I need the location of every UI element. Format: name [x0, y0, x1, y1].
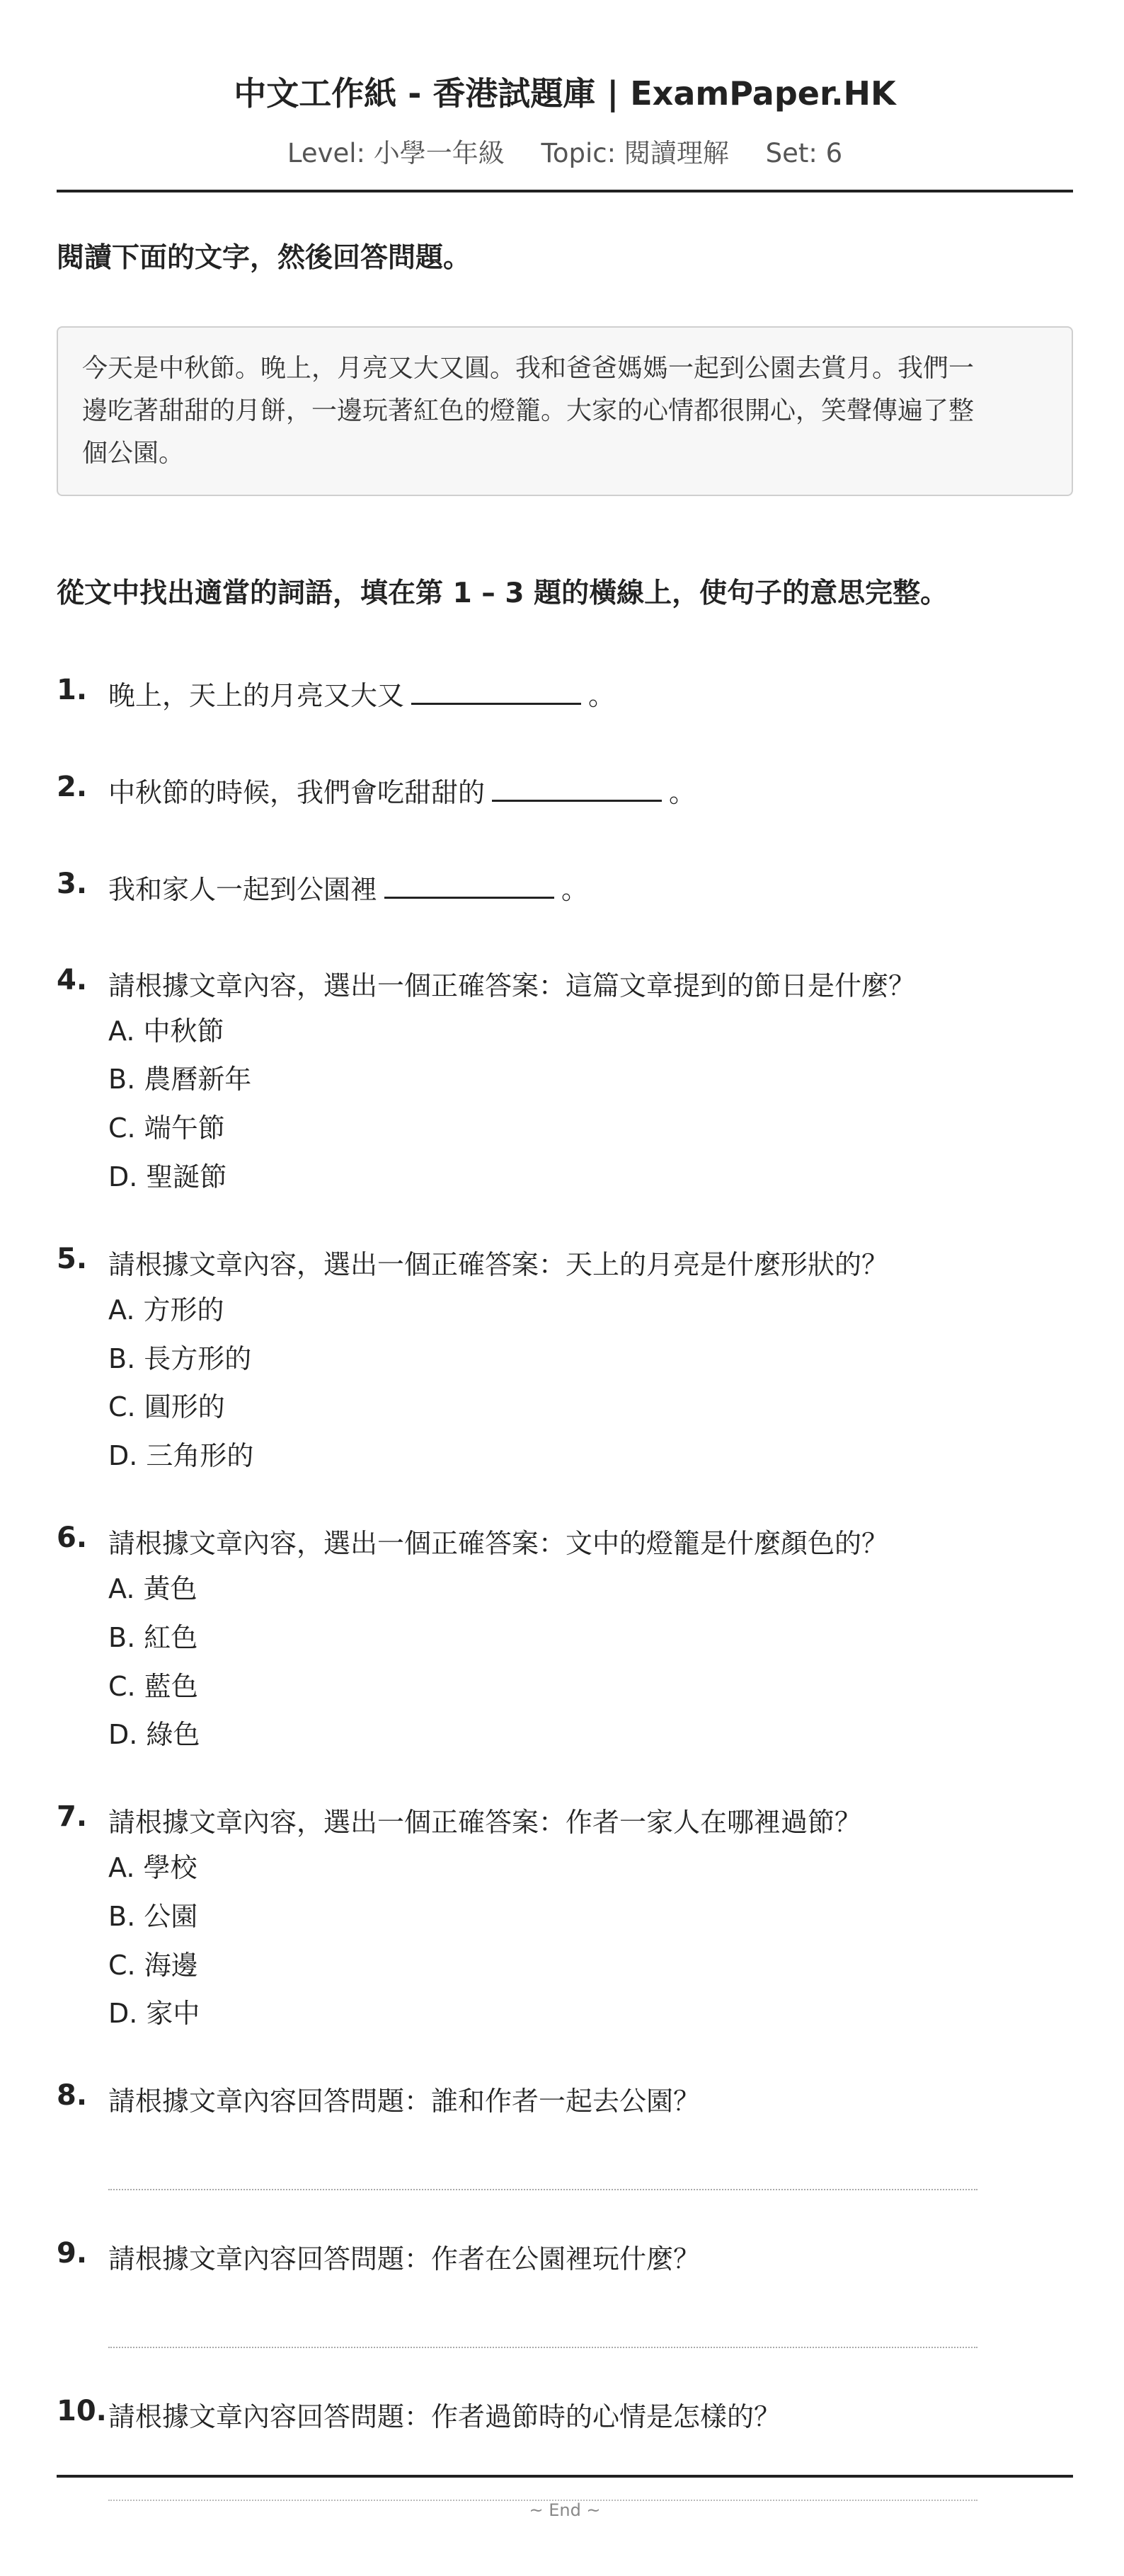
question-stem: 請根據文章內容，選出一個正確答案：作者一家人在哪裡過節？	[108, 1807, 862, 1838]
set-label: Set: 6	[765, 138, 843, 168]
answer-blank[interactable]	[384, 870, 554, 899]
option-d[interactable]: D. 家中	[108, 1998, 200, 2029]
option-b[interactable]: B. 長方形的	[108, 1343, 252, 1374]
question-number: 9.	[57, 2237, 88, 2270]
question-stem: 我和家人一起到公園裡 。	[108, 868, 588, 907]
fill-instruction: 從文中找出適當的詞語，填在第 1 – 3 題的橫線上，使句子的意思完整。	[57, 577, 948, 609]
answer-blank[interactable]	[411, 676, 581, 705]
worksheet-meta	[57, 132, 1073, 170]
reading-instruction: 閱讀下面的文字，然後回答問題。	[57, 242, 471, 274]
question-number: 5.	[57, 1243, 88, 1275]
answer-blank[interactable]	[492, 773, 662, 802]
option-c[interactable]: C. 端午節	[108, 1112, 225, 1144]
question-number: 3.	[57, 868, 88, 900]
end-marker: ~ End ~	[529, 2500, 601, 2520]
option-d[interactable]: D. 三角形的	[108, 1440, 254, 1471]
question-number: 8.	[57, 2079, 88, 2112]
topic-label: Topic: 閱讀理解	[541, 138, 729, 168]
option-b[interactable]: B. 紅色	[108, 1622, 198, 1653]
question-stem: 請根據文章內容回答問題：誰和作者一起去公園？	[108, 2086, 701, 2117]
option-c[interactable]: C. 圓形的	[108, 1391, 225, 1422]
question-stem: 請根據文章內容回答問題：作者過節時的心情是怎樣的？	[108, 2401, 781, 2432]
option-a[interactable]: A. 方形的	[108, 1294, 224, 1326]
level-label: Level: 小學一年級	[287, 138, 505, 168]
question-stem: 晚上，天上的月亮又大又 。	[108, 674, 615, 713]
option-d[interactable]: D. 聖誕節	[108, 1161, 227, 1192]
passage-line: 今天是中秋節。晚上，月亮又大又圓。我和爸爸媽媽一起到公園去賞月。我們一	[82, 354, 975, 383]
question-stem: 中秋節的時候，我們會吃甜甜的 。	[108, 771, 696, 810]
question-number: 2.	[57, 771, 88, 803]
question-stem: 請根據文章內容，選出一個正確答案：文中的燈籠是什麼顏色的？	[108, 1528, 889, 1559]
option-c[interactable]: C. 海邊	[108, 1950, 198, 1981]
question-number: 7.	[57, 1800, 88, 1833]
question-number: 6.	[57, 1522, 88, 1554]
page-title: 中文工作紙 - 香港試題庫 | ExamPaper.HK	[234, 74, 896, 113]
reading-passage	[57, 326, 1073, 496]
question-stem: 請根據文章內容，選出一個正確答案：天上的月亮是什麼形狀的？	[108, 1249, 889, 1280]
passage-line: 個公園。	[82, 439, 185, 468]
footer-divider	[57, 2475, 1073, 2478]
header-divider	[57, 190, 1073, 192]
question-number: 4.	[57, 964, 88, 996]
option-a[interactable]: A. 中秋節	[108, 1016, 224, 1047]
option-c[interactable]: C. 藍色	[108, 1671, 198, 1702]
question-number: 10.	[57, 2395, 107, 2427]
answer-line[interactable]	[108, 2347, 977, 2348]
question-stem: 請根據文章內容，選出一個正確答案：這篇文章提到的節日是什麼？	[108, 970, 916, 1001]
option-a[interactable]: A. 學校	[108, 1852, 197, 1883]
option-b[interactable]: B. 農曆新年	[108, 1064, 252, 1095]
option-a[interactable]: A. 黃色	[108, 1573, 197, 1604]
answer-line[interactable]	[108, 2189, 977, 2190]
passage-line: 邊吃著甜甜的月餅，一邊玩著紅色的燈籠。大家的心情都很開心，笑聲傳遍了整	[82, 396, 975, 425]
question-stem: 請根據文章內容回答問題：作者在公園裡玩什麼？	[108, 2243, 701, 2275]
question-number: 1.	[57, 674, 88, 706]
option-d[interactable]: D. 綠色	[108, 1719, 200, 1750]
option-b[interactable]: B. 公園	[108, 1901, 198, 1932]
